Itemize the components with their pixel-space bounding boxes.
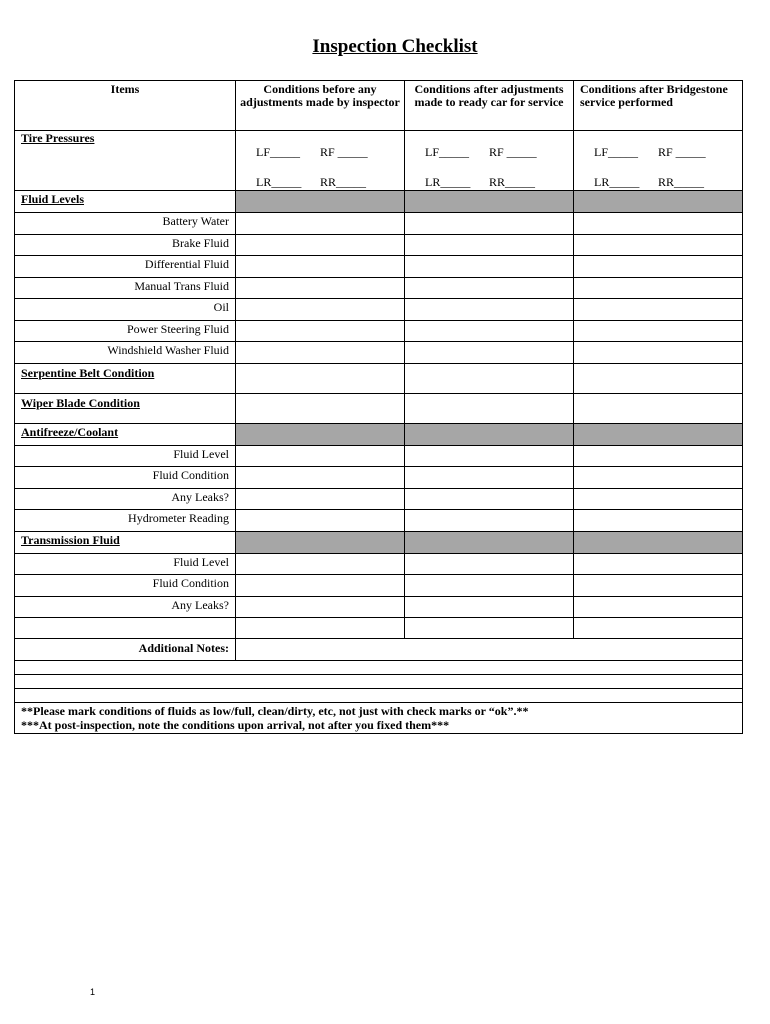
additional-notes-label: Additional Notes: xyxy=(15,638,236,660)
battery-water-label: Battery Water xyxy=(15,213,236,235)
entry-cell[interactable] xyxy=(574,363,743,393)
shaded-cell xyxy=(405,531,574,553)
after-header: Conditions after adjustments made to ready car for service xyxy=(405,81,574,131)
antifreeze-row xyxy=(15,423,743,445)
serpentine-label: Serpentine Belt Condition xyxy=(15,363,236,393)
entry-cell[interactable] xyxy=(574,320,743,342)
table-row xyxy=(15,467,743,489)
notes-line-cell[interactable] xyxy=(15,674,743,688)
tire-cell-before[interactable] xyxy=(236,131,405,191)
rf-field: RF _____ xyxy=(320,145,368,159)
trans-fluid-condition-label: Fluid Condition xyxy=(15,575,236,597)
notes-line-cell[interactable] xyxy=(15,660,743,674)
post-inspection-note: ***At post-inspection, note the conditions upon arrival, not after you fixed them*** xyxy=(21,717,450,732)
entry-cell[interactable] xyxy=(574,445,743,467)
entry-cell[interactable] xyxy=(405,256,574,278)
entry-cell[interactable] xyxy=(236,596,405,618)
wiper-row xyxy=(15,393,743,423)
coolant-leaks-label: Any Leaks? xyxy=(15,488,236,510)
notes-line xyxy=(15,660,743,674)
rf-field: RF _____ xyxy=(489,145,537,159)
fluid-marking-note: **Please mark conditions of fluids as low/full, clean/dirty, etc, not just with check marks or “ok”.** xyxy=(21,703,529,718)
transmission-row xyxy=(15,531,743,553)
transmission-label: Transmission Fluid xyxy=(15,531,236,553)
entry-cell[interactable] xyxy=(405,393,574,423)
lf-field: LF_____ xyxy=(425,145,470,159)
entry-cell[interactable] xyxy=(405,553,574,575)
table-row xyxy=(15,277,743,299)
footer-row xyxy=(15,702,743,733)
entry-cell[interactable] xyxy=(574,618,743,639)
rr-field: RR_____ xyxy=(320,175,367,189)
notes-line-cell[interactable] xyxy=(15,688,743,702)
entry-cell[interactable] xyxy=(236,342,405,364)
shaded-cell xyxy=(574,531,743,553)
serpentine-row xyxy=(15,363,743,393)
entry-cell[interactable] xyxy=(236,363,405,393)
entry-cell[interactable] xyxy=(236,234,405,256)
bridgestone-header: Conditions after Bridgestone service performed xyxy=(574,81,743,131)
table-row xyxy=(15,256,743,278)
entry-cell[interactable] xyxy=(574,596,743,618)
entry-cell[interactable] xyxy=(236,277,405,299)
footer-notes xyxy=(15,702,743,733)
table-row xyxy=(15,596,743,618)
coolant-fluid-condition-label: Fluid Condition xyxy=(15,467,236,489)
entry-cell[interactable] xyxy=(236,393,405,423)
header-row xyxy=(15,81,743,131)
fluid-levels-label: Fluid Levels xyxy=(15,191,236,213)
entry-cell[interactable] xyxy=(574,342,743,364)
entry-cell[interactable] xyxy=(405,320,574,342)
table-row xyxy=(15,234,743,256)
entry-cell[interactable] xyxy=(574,213,743,235)
entry-cell[interactable] xyxy=(405,299,574,321)
entry-cell[interactable] xyxy=(236,510,405,532)
table-row xyxy=(15,342,743,364)
entry-cell[interactable] xyxy=(405,277,574,299)
entry-cell[interactable] xyxy=(574,510,743,532)
table-row xyxy=(15,510,743,532)
lf-field: LF_____ xyxy=(594,145,639,159)
wiper-label: Wiper Blade Condition xyxy=(15,393,236,423)
entry-cell[interactable] xyxy=(405,467,574,489)
table-row xyxy=(15,320,743,342)
tire-cell-after[interactable] xyxy=(405,131,574,191)
entry-cell[interactable] xyxy=(236,553,405,575)
rr-field: RR_____ xyxy=(489,175,536,189)
entry-cell[interactable] xyxy=(574,488,743,510)
shaded-cell xyxy=(574,191,743,213)
shaded-cell xyxy=(236,423,405,445)
entry-cell[interactable] xyxy=(574,553,743,575)
lr-field: LR_____ xyxy=(594,175,640,189)
brake-fluid-label: Brake Fluid xyxy=(15,234,236,256)
entry-cell[interactable] xyxy=(236,299,405,321)
inspection-table xyxy=(14,80,743,734)
trans-fluid-level-label: Fluid Level xyxy=(15,553,236,575)
shaded-cell xyxy=(236,191,405,213)
blank-cell xyxy=(15,618,236,639)
additional-notes-row xyxy=(15,638,743,660)
table-row xyxy=(15,488,743,510)
shaded-cell xyxy=(236,531,405,553)
entry-cell[interactable] xyxy=(405,363,574,393)
entry-cell[interactable] xyxy=(405,575,574,597)
entry-cell[interactable] xyxy=(405,510,574,532)
entry-cell[interactable] xyxy=(574,234,743,256)
entry-cell[interactable] xyxy=(405,618,574,639)
manual-trans-fluid-label: Manual Trans Fluid xyxy=(15,277,236,299)
entry-cell[interactable] xyxy=(236,320,405,342)
differential-fluid-label: Differential Fluid xyxy=(15,256,236,278)
rr-field: RR_____ xyxy=(658,175,705,189)
entry-cell[interactable] xyxy=(236,488,405,510)
table-row xyxy=(15,618,743,639)
hydrometer-label: Hydrometer Reading xyxy=(15,510,236,532)
entry-cell[interactable] xyxy=(236,467,405,489)
entry-cell[interactable] xyxy=(236,618,405,639)
coolant-fluid-level-label: Fluid Level xyxy=(15,445,236,467)
entry-cell[interactable] xyxy=(405,213,574,235)
notes-line xyxy=(15,688,743,702)
rf-field: RF _____ xyxy=(658,145,706,159)
entry-cell[interactable] xyxy=(405,234,574,256)
tire-cell-bridgestone[interactable] xyxy=(574,131,743,191)
entry-cell[interactable] xyxy=(574,467,743,489)
entry-cell[interactable] xyxy=(405,445,574,467)
antifreeze-label: Antifreeze/Coolant xyxy=(15,423,236,445)
tire-pressures-row xyxy=(15,131,743,191)
items-header: Items xyxy=(15,81,236,131)
entry-cell[interactable] xyxy=(236,445,405,467)
table-row xyxy=(15,299,743,321)
entry-cell[interactable] xyxy=(236,256,405,278)
entry-cell[interactable] xyxy=(574,277,743,299)
table-row xyxy=(15,213,743,235)
entry-cell[interactable] xyxy=(236,213,405,235)
shaded-cell xyxy=(405,423,574,445)
shaded-cell xyxy=(405,191,574,213)
table-row xyxy=(15,553,743,575)
oil-label: Oil xyxy=(15,299,236,321)
entry-cell[interactable] xyxy=(405,342,574,364)
lf-field: LF_____ xyxy=(256,145,301,159)
fluid-levels-row xyxy=(15,191,743,213)
shaded-cell xyxy=(574,423,743,445)
power-steering-fluid-label: Power Steering Fluid xyxy=(15,320,236,342)
page-number: 1 xyxy=(90,987,96,997)
trans-leaks-label: Any Leaks? xyxy=(15,596,236,618)
table-row xyxy=(15,445,743,467)
lr-field: LR_____ xyxy=(256,175,302,189)
entry-cell[interactable] xyxy=(574,393,743,423)
page-title: Inspection Checklist xyxy=(312,36,478,57)
entry-cell[interactable] xyxy=(405,596,574,618)
notes-field[interactable] xyxy=(236,638,743,660)
lr-field: LR_____ xyxy=(425,175,471,189)
table-row xyxy=(15,575,743,597)
tire-pressures-label: Tire Pressures xyxy=(15,131,236,191)
notes-line xyxy=(15,674,743,688)
entry-cell[interactable] xyxy=(574,256,743,278)
entry-cell[interactable] xyxy=(574,299,743,321)
washer-fluid-label: Windshield Washer Fluid xyxy=(15,342,236,364)
entry-cell[interactable] xyxy=(236,575,405,597)
before-header: Conditions before any adjustments made by inspector xyxy=(236,81,405,131)
entry-cell[interactable] xyxy=(405,488,574,510)
entry-cell[interactable] xyxy=(574,575,743,597)
